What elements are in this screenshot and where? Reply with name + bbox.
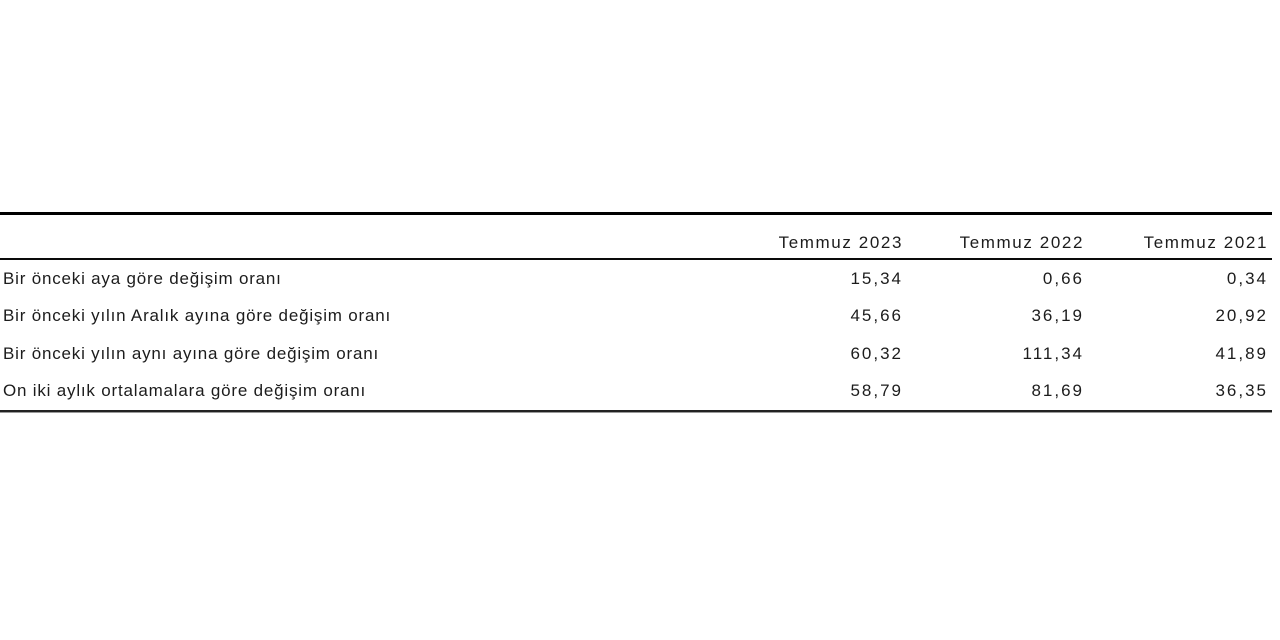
value-cell: 45,66 bbox=[850, 306, 903, 326]
row-label: Bir önceki yılın Aralık ayına göre değişim oranı bbox=[3, 306, 392, 326]
value-cell: 0,34 bbox=[1226, 268, 1268, 288]
value-cell: 81,69 bbox=[1031, 381, 1084, 401]
value-cell: 36,35 bbox=[1215, 381, 1268, 401]
column-header-temmuz-2023: Temmuz 2023 bbox=[778, 233, 903, 252]
price-change-table bbox=[0, 212, 1272, 412]
value-cell: 15,34 bbox=[850, 268, 903, 288]
value-cell: 60,32 bbox=[850, 343, 903, 363]
table-row-annual-change bbox=[0, 335, 1272, 373]
row-label: Bir önceki aya göre değişim oranı bbox=[3, 268, 282, 288]
value-cell: 58,79 bbox=[850, 381, 903, 401]
table-row-monthly-change bbox=[0, 260, 1272, 298]
table-header-row bbox=[0, 215, 1272, 260]
value-cell: 36,19 bbox=[1031, 306, 1084, 326]
value-cell: 0,66 bbox=[1042, 268, 1084, 288]
value-cell: 111,34 bbox=[1022, 343, 1084, 363]
row-label: Bir önceki yılın aynı ayına göre değişim oranı bbox=[3, 343, 380, 363]
row-label: On iki aylık ortalamalara göre değişim oranı bbox=[3, 381, 367, 401]
column-header-temmuz-2022: Temmuz 2022 bbox=[959, 233, 1084, 252]
value-cell: 41,89 bbox=[1215, 343, 1268, 363]
column-header-temmuz-2021: Temmuz 2021 bbox=[1143, 233, 1268, 252]
value-cell: 20,92 bbox=[1215, 306, 1268, 326]
table-bottom-border bbox=[0, 410, 1272, 412]
table-row-since-december-change bbox=[0, 298, 1272, 336]
table-body bbox=[0, 260, 1272, 410]
table-row-twelve-month-average-change bbox=[0, 373, 1272, 411]
